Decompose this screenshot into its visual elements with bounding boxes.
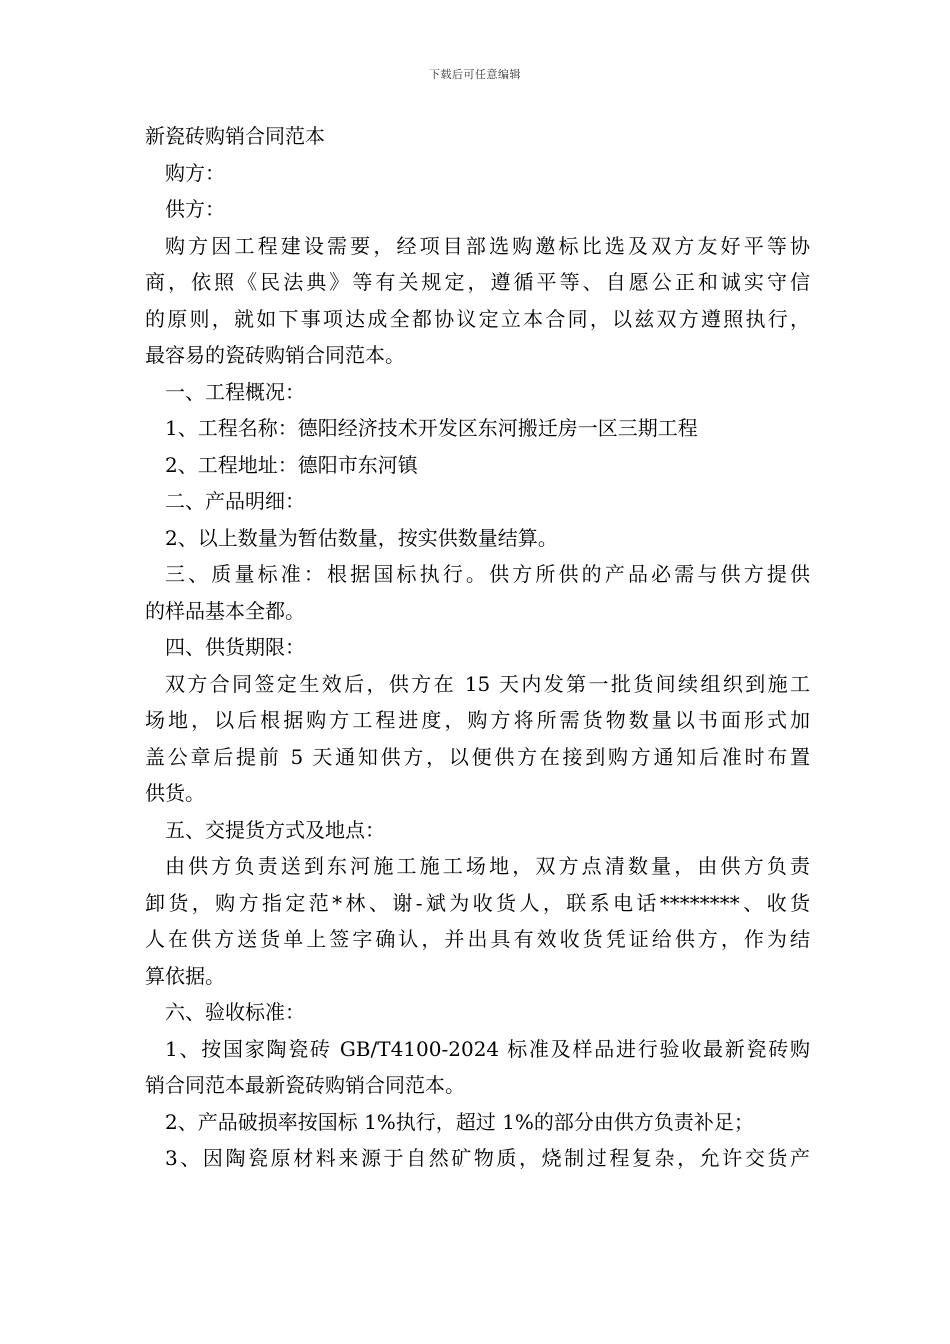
document-body	[145, 118, 810, 1177]
section-2-heading: 二、产品明细：	[165, 489, 305, 513]
section-3-line-1: 三、质量标准：根据国标执行。供方所供的产品必需与供方提供	[165, 562, 810, 586]
section-4-heading: 四、供货期限：	[165, 635, 305, 659]
section-4-line-1: 双方合同签定生效后，供方在 15 天内发第一批货间续组织到施工	[165, 671, 810, 696]
section-6-item-2: 2、产品破损率按国标 1%执行，超过 1%的部分由供方负责补足；	[165, 1109, 754, 1134]
intro-line-2: 商，依照《民法典》等有关规定，遵循平等、自愿公正和诚实守信	[145, 270, 810, 294]
intro-line-1: 购方因工程建设需要，经项目部选购邀标比选及双方友好平等协	[165, 233, 810, 258]
document-title: 新瓷砖购销合同范本	[145, 124, 325, 148]
section-6-item-3: 3、因陶瓷原材料来源于自然矿物质，烧制过程复杂，允许交货产	[165, 1146, 810, 1170]
section-5-line-3: 人在供方送货单上签字确认，并出具有效收货凭证给供方，作为结	[145, 927, 810, 951]
section-6-item-1-line-2: 销合同范本最新瓷砖购销合同范本。	[145, 1073, 465, 1097]
section-2-item-2: 2、以上数量为暂估数量，按实供数量结算。	[165, 525, 558, 550]
section-5-line-2: 卸货，购方指定范*林、谢-斌为收货人，联系电话********、收货	[145, 890, 810, 915]
intro-line-4: 最容易的瓷砖购销合同范本。	[145, 343, 405, 367]
section-1-item-2: 2、工程地址：德阳市东河镇	[165, 452, 418, 477]
section-5-line-1: 由供方负责送到东河施工施工场地，双方点清数量，由供方负责	[165, 854, 810, 878]
section-5-heading: 五、交提货方式及地点：	[165, 817, 385, 842]
section-4-line-2: 场地，以后根据购方工程进度，购方将所需货物数量以书面形式加	[145, 708, 810, 732]
intro-line-3: 的原则，就如下事项达成全都协议定立本合同，以兹双方遵照执行，	[145, 306, 810, 331]
section-1-item-1: 1、工程名称：德阳经济技术开发区东河搬迁房一区三期工程	[165, 416, 698, 440]
section-5-line-4: 算依据。	[145, 963, 225, 988]
section-3-line-2: 的样品基本全都。	[145, 598, 305, 623]
supplier-label: 供方：	[165, 197, 225, 221]
section-6-heading: 六、验收标准：	[165, 1000, 305, 1024]
section-6-item-1-line-1: 1、按国家陶瓷砖 GB/T4100-2024 标准及样品进行验收最新瓷砖购	[165, 1036, 810, 1061]
section-1-heading: 一、工程概况：	[165, 379, 305, 404]
buyer-label: 购方：	[165, 160, 225, 185]
section-4-line-3: 盖公章后提前 5 天通知供方，以便供方在接到购方通知后准时布置	[145, 744, 810, 769]
header-note: 下载后可任意编辑	[429, 68, 521, 81]
section-4-line-4: 供货。	[145, 781, 205, 805]
